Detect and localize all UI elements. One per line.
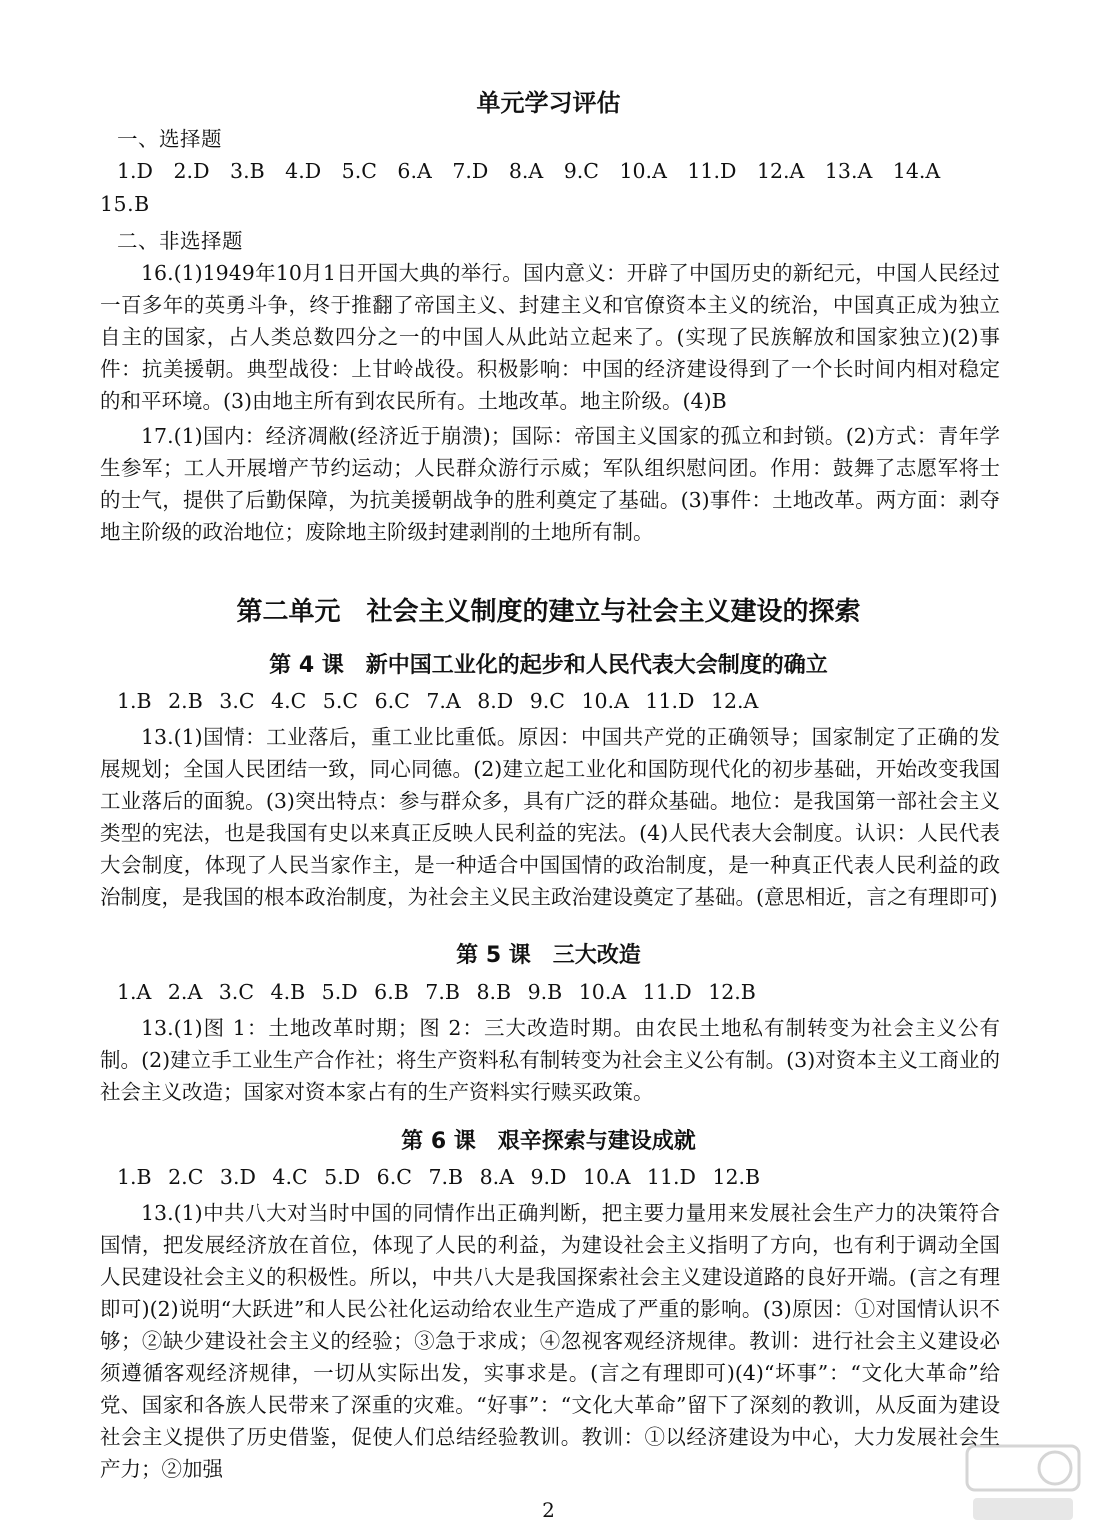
unit-review-title: 单元学习评估 — [476, 89, 621, 117]
lesson6-title: 第 6 课 艰辛探索与建设成就 — [401, 1129, 696, 1154]
lesson5-choice-answers: 1.A 2.A 3.C 4.B 5.D 6.B 7.B 8.B 9.B 10.A 11.D 12.B — [117, 980, 756, 1004]
choice-heading: 一、选择题 — [117, 127, 222, 151]
page-number: 2 — [542, 1498, 555, 1522]
question-17-answer: 17.(1)国内：经济凋敝(经济近于崩溃)；国际：帝国主义国家的孤立和封锁。(2)方式：青年学生参军；工人开展增产节约运动；人民群众游行示威；军队组织慰问团。作用：鼓舞了志愿军将士的士气，提供了后勤保障，为抗美援朝战争的胜利奠定了基础。(3)事件：土地改革。两方面：剥夺地主阶级的政治地位；废除地主阶级封建剥削的土地所有制。 — [100, 424, 1000, 544]
lesson6-choice-answers: 1.B 2.C 3.D 4.C 5.D 6.C 7.B 8.A 9.D 10.A 11.D 12.B — [117, 1165, 761, 1189]
unit2-title: 第二单元 社会主义制度的建立与社会主义建设的探索 — [236, 597, 861, 627]
watermark-logo — [963, 1438, 1083, 1528]
lesson5-title: 第 5 课 三大改造 — [456, 943, 641, 968]
nonchoice-heading: 二、非选择题 — [117, 229, 243, 253]
choice-answers-line2: 15.B — [100, 192, 150, 216]
choice-answers-line1: 1.D 2.D 3.B 4.D 5.C 6.A 7.D 8.A 9.C 10.A 11.D 12.A 13.A 14.A — [117, 159, 941, 183]
question-16-answer: 16.(1)1949年10月1日开国大典的举行。国内意义：开辟了中国历史的新纪元，中国人民经过一百多年的英勇斗争，终于推翻了帝国主义、封建主义和官僚资本主义的统治，中国真正成为独立自主的国家，占人类总数四分之一的中国人从此站立起来了。(实现了民族解放和国家独立)(2)事件：抗美援朝。典型战役：上甘岭战役。积极影响：中国的经济建设得到了一个长时间内相对稳定的和平环境。(3)由地主所有到农民所有。土地改革。地主阶级。(4)B — [100, 261, 1000, 413]
lesson4-choice-answers: 1.B 2.B 3.C 4.C 5.C 6.C 7.A 8.D 9.C 10.A 11.D 12.A — [117, 689, 759, 713]
lesson6-question-13-answer: 13.(1)中共八大对当时中国的同情作出正确判断，把主要力量用来发展社会生产力的决策符合国情，把发展经济放在首位，体现了人民的利益，为建设社会主义指明了方向，也有利于调动全国人民建设社会主义的积极性。所以，中共八大是我国探索社会主义建设道路的良好开端。(言之有理即可)(2)说明“大跃进”和人民公社化运动给农业生产造成了严重的影响。(3)原因：①对国情认识不够；②缺少建设社会主义的经验；③急于求成；④忽视客观经济规律。教训：进行社会主义建设必须遵循客观经济规律，一切从实际出发，实事求是。(言之有理即可)(4)“坏事”：“文化大革命”给党、国家和各族人民带来了深重的灾难。“好事”：“文化大革命”留下了深刻的教训，从反面为建设社会主义提供了历史借鉴，促使人们总结经验教训。教训：①以经济建设为中心，大力发展社会生产力；②加强 — [100, 1201, 1000, 1481]
lesson4-question-13-answer: 13.(1)国情：工业落后，重工业比重低。原因：中国共产党的正确领导；国家制定了正确的发展规划；全国人民团结一致，同心同德。(2)建立起工业化和国防现代化的初步基础，开始改变我国工业落后的面貌。(3)突出特点：参与群众多，具有广泛的群众基础。地位：是我国第一部社会主义类型的宪法，也是我国有史以来真正反映人民利益的宪法。(4)人民代表大会制度。认识：人民代表大会制度，体现了人民当家作主，是一种适合中国国情的政治制度，是一种真正代表人民利益的政治制度，是我国的根本政治制度，为社会主义民主政治建设奠定了基础。(意思相近，言之有理即可) — [100, 725, 1000, 909]
lesson4-title: 第 4 课 新中国工业化的起步和人民代表大会制度的确立 — [269, 653, 828, 678]
lesson5-question-13-answer: 13.(1)图 1：土地改革时期；图 2：三大改造时期。由农民土地私有制转变为社会主义公有制。(2)建立手工业生产合作社；将生产资料私有制转变为社会主义公有制。(3)对资本主义工商业的社会主义改造；国家对资本家占有的生产资料实行赎买政策。 — [100, 1016, 1000, 1104]
